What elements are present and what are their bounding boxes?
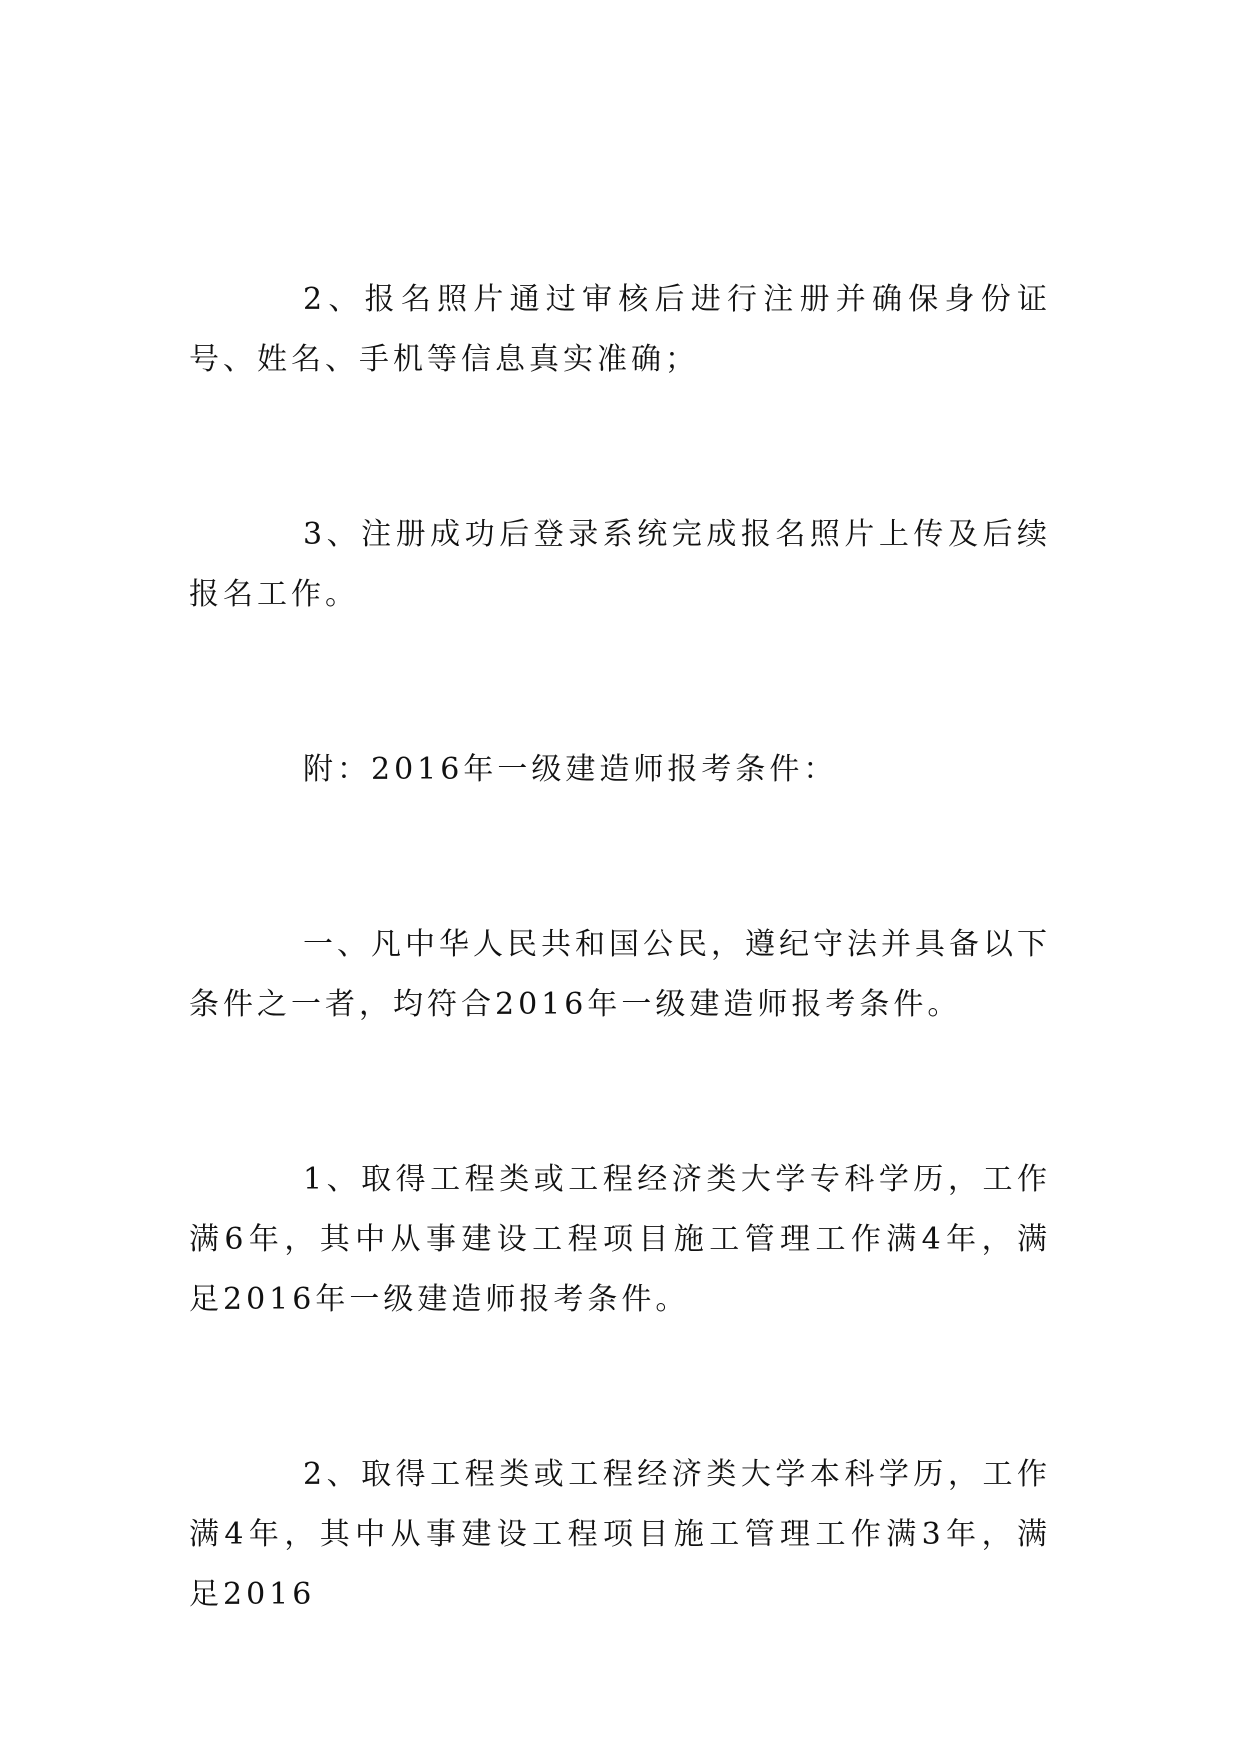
paragraph-condition-1: 1、取得工程类或工程经济类大学专科学历，工作满6年，其中从事建设工程项目施工管理工作满4年，满足2016年一级建造师报考条件。	[189, 1162, 1051, 1317]
paragraph-registration-step-2: 2、报名照片通过审核后进行注册并确保身份证号、姓名、手机等信息真实准确；	[189, 282, 1051, 377]
document-body	[189, 270, 1051, 1740]
paragraph-condition-2: 2、取得工程类或工程经济类大学本科学历，工作满4年，其中从事建设工程项目施工管理工作满3年，满足2016	[189, 1457, 1051, 1612]
paragraph-appendix-heading: 附：2016年一级建造师报考条件：	[303, 752, 838, 787]
paragraph-eligibility-intro: 一、凡中华人民共和国公民，遵纪守法并具备以下条件之一者，均符合2016年一级建造师报考条件。	[189, 927, 1051, 1022]
paragraph-registration-step-3: 3、注册成功后登录系统完成报名照片上传及后续报名工作。	[189, 517, 1051, 612]
